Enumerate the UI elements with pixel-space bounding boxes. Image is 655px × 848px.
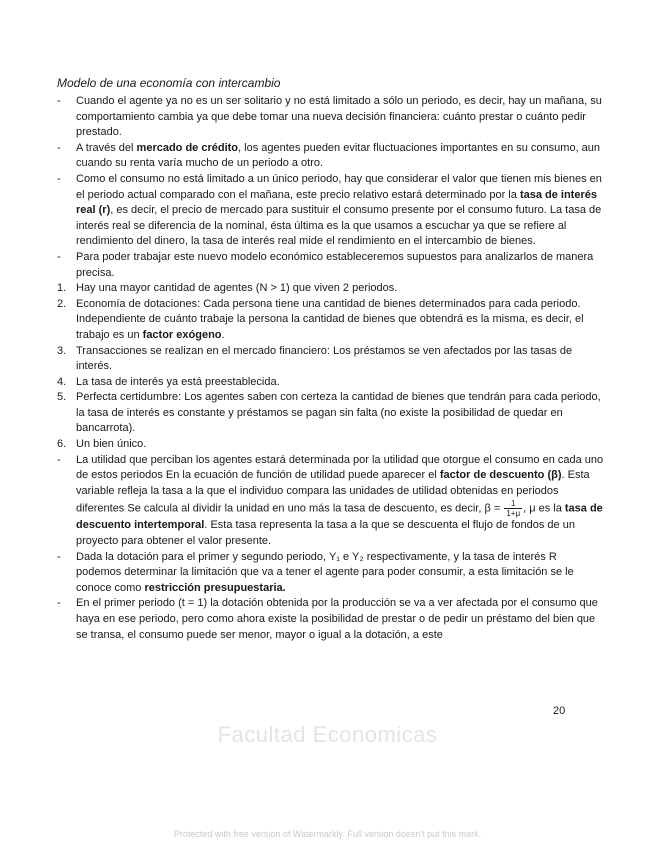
- list-marker: 5.: [57, 391, 67, 404]
- text-segment: Hay una mayor cantidad de agentes (N > 1) que viven 2 periodos.: [76, 282, 398, 295]
- list-item: [57, 390, 605, 437]
- bold-term: tasa de descuento intertemporal: [76, 502, 603, 532]
- text-segment: . Esta variable refleja la tasa a la que el individuo compara las unidades de utilidad obtenidas en periodos diferentes Se calcula al dividir la unidad en uno más la tasa de descuento, es decir, β =: [76, 469, 590, 515]
- list-marker: 2.: [57, 297, 67, 310]
- text-segment: Economía de dotaciones: Cada persona tiene una cantidad de bienes determinados para cada periodo. Independiente de cuánto trabaje la persona la cantidad de bienes que obtendrá es la misma, es decir, el trabajo es un: [76, 297, 584, 341]
- text-segment: A través del: [76, 141, 137, 154]
- list-item: [57, 281, 605, 297]
- text-segment: La utilidad que perciban los agentes estará determinada por la utilidad que otorgue el consumo en cada uno de estos periodos En la ecuación de función de utilidad puede aparecer el: [76, 453, 604, 482]
- page-number: 20: [553, 705, 566, 717]
- fraction: [504, 499, 522, 518]
- text-segment: , los agentes pueden evitar fluctuaciones importantes en su consumo, aun cuando su renta varía mucho de un periodo a otro.: [76, 141, 601, 170]
- bold-term: factor de descuento (β): [439, 469, 562, 482]
- fraction-denominator: 1+μ: [506, 509, 521, 519]
- list-marker: 1.: [57, 282, 67, 295]
- list-marker: 4.: [57, 375, 67, 388]
- list-item-text: [76, 297, 605, 344]
- list-item-text: [76, 172, 605, 250]
- list-item-text: [76, 344, 605, 375]
- text-segment: , μ es la: [523, 502, 565, 515]
- list-marker: 3.: [57, 344, 67, 357]
- list-item: [57, 172, 605, 250]
- bold-term: tasa de interés real (r): [76, 188, 597, 217]
- list-item: [57, 344, 605, 375]
- text-segment: Perfecta certidumbre: Los agentes saben con certeza la cantidad de bienes que tendrán para cada periodo, la tasa de interés es constante y préstamos se pagan sin falta (no existe la posibilidad de quedar en bancarrota).: [76, 391, 601, 435]
- list-item-text: [76, 390, 605, 437]
- bold-term: factor exógeno: [142, 328, 222, 341]
- list-marker: -: [57, 250, 61, 263]
- list-item: [57, 375, 605, 391]
- watermark-notice: Protected with free version of Watermarkly. Full version doesn't put this mark.: [173, 829, 482, 839]
- list-marker: -: [57, 453, 61, 466]
- document-body: [57, 94, 605, 643]
- list-item: [57, 596, 605, 643]
- list-item-text: [76, 94, 605, 141]
- text-segment: Dada la dotación para el primer y segundo periodo, Y₁ e Y₂ respectivamente, y la tasa de interés R podemos determinar la limitación que va a tener el agente para poder consumir, a esta limitación se le conoce como: [76, 550, 574, 594]
- text-segment: Un bien único.: [76, 438, 147, 451]
- text-segment: Cuando el agente ya no es un ser solitario y no está limitado a sólo un periodo, es decir, hay un mañana, su comportamiento cambia ya que debe tomar una nueva decisión financiera: cuánto prestar o cuánto pedir prestado.: [76, 95, 602, 139]
- list-item-text: [76, 596, 605, 643]
- list-item: [57, 297, 605, 344]
- text-segment: Para poder trabajar este nuevo modelo económico estableceremos supuestos para analizarlos de manera precisa.: [76, 250, 594, 279]
- text-segment: Transacciones se realizan en el mercado financiero: Los préstamos se ven afectados por las tasas de interés.: [76, 344, 573, 373]
- list-item: [57, 453, 605, 550]
- list-item-text: [76, 550, 605, 597]
- list-item: [57, 141, 605, 172]
- fraction-numerator: 1: [504, 499, 522, 509]
- list-marker: -: [57, 550, 61, 563]
- list-marker: -: [57, 141, 61, 154]
- list-item: [57, 437, 605, 453]
- list-item: [57, 550, 605, 597]
- text-segment: La tasa de interés ya está preestablecida.: [76, 375, 280, 388]
- list-item-text: [76, 375, 605, 391]
- bold-term: restricción presupuestaria.: [144, 581, 286, 594]
- list-marker: -: [57, 597, 61, 610]
- list-marker: -: [57, 172, 61, 185]
- list-marker: 6.: [57, 438, 67, 451]
- text-segment: Como el consumo no está limitado a un único periodo, hay que considerar el valor que tienen mis bienes en el periodo actual comparado con el mañana, este precio relativo estará determinado por la: [76, 172, 602, 201]
- list-marker: -: [57, 95, 61, 107]
- list-item: [57, 250, 605, 281]
- list-item-text: [76, 250, 605, 281]
- section-title: Modelo de una economía con intercambio: [57, 76, 281, 90]
- text-segment: , es decir, el precio de mercado para sustituir el consumo presente por el consumo futuro. La tasa de interés real se diferencia de la nominal, ésta última es la que usamos a escuchar ya que se refiere al rendimiento del dinero, la tasa de interés real mide el rendimiento en el intercambio de bienes.: [76, 204, 602, 248]
- watermark-text: Facultad Economicas: [217, 722, 438, 747]
- text-segment: .: [221, 328, 225, 341]
- list-item-text: [76, 281, 605, 297]
- text-segment: En el primer periodo (t = 1) la dotación obtenida por la producción se va a ver afectada por el consumo que haya en ese periodo, pero como ahora existe la posibilidad de prestar o de pedir un préstamo del bien que se transa, el consumo puede ser menor, mayor o igual a la dotación, a este: [76, 597, 598, 641]
- list-item-text: [76, 141, 605, 172]
- list-item-text: [76, 437, 605, 453]
- list-item: [57, 94, 605, 141]
- list-item-text: [76, 453, 605, 550]
- text-segment: . Esta tasa representa la tasa a la que se descuenta el flujo de fondos de un proyecto para obtener el valor presente.: [76, 519, 575, 548]
- bold-term: mercado de crédito: [136, 141, 239, 154]
